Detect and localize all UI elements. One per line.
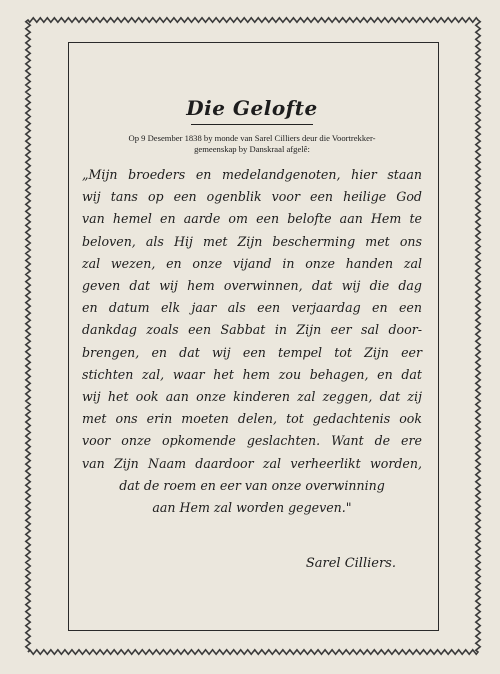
subtitle-line-2: gemeenskap by Danskraal afgelê:: [194, 143, 310, 154]
vow-line: beloven, als Hij met Zijn bescherming met ons: [82, 233, 422, 249]
vow-line: en datum elk jaar als een verjaardag en een: [82, 300, 422, 316]
vow-line: wij tans op een ogenblik voor een heilige God: [82, 189, 422, 205]
vow-line: geven dat wij hem overwinnen, dat wij die dag: [82, 278, 422, 294]
vow-line: aan Hem zal worden gegeven.": [152, 500, 352, 516]
subtitle-line-1: Op 9 Desember 1838 by monde van Sarel Cilliers deur die Voortrekker-: [128, 133, 376, 143]
vow-line: wij het ook aan onze kinderen zal zeggen, dat zij: [82, 389, 422, 405]
vow-line: brengen, en dat wij een tempel tot Zijn eer: [82, 344, 422, 360]
document-content: [72, 95, 432, 571]
vow-line: dankdag zoals een Sabbat in Zijn eer sal door-: [82, 322, 422, 338]
vow-line: dat de roem en eer van onze overwinning: [119, 477, 385, 493]
title-underline: [191, 124, 313, 125]
vow-line: „Mijn broeders en medelandgenoten, hier staan: [82, 167, 422, 182]
vow-line: van hemel en aarde om een belofte aan Hem te: [82, 211, 422, 227]
vow-line: van Zijn Naam daardoor zal verheerlikt worden,: [82, 455, 422, 471]
signature: Sarel Cilliers.: [305, 556, 396, 571]
document-subtitle: [87, 133, 417, 154]
vow-line: stichten zal, waar het hem zou behagen, en dat: [82, 366, 422, 382]
document-title: Die Gelofte: [186, 96, 318, 120]
vow-line: zal wezen, en onze vijand in onze handen zal: [82, 255, 422, 271]
vow-text: [82, 164, 422, 519]
vow-line: met ons erin moeten delen, tot gedachtenis ook: [82, 411, 422, 427]
vow-line: voor onze opkomende geslachten. Want de ere: [82, 433, 422, 449]
